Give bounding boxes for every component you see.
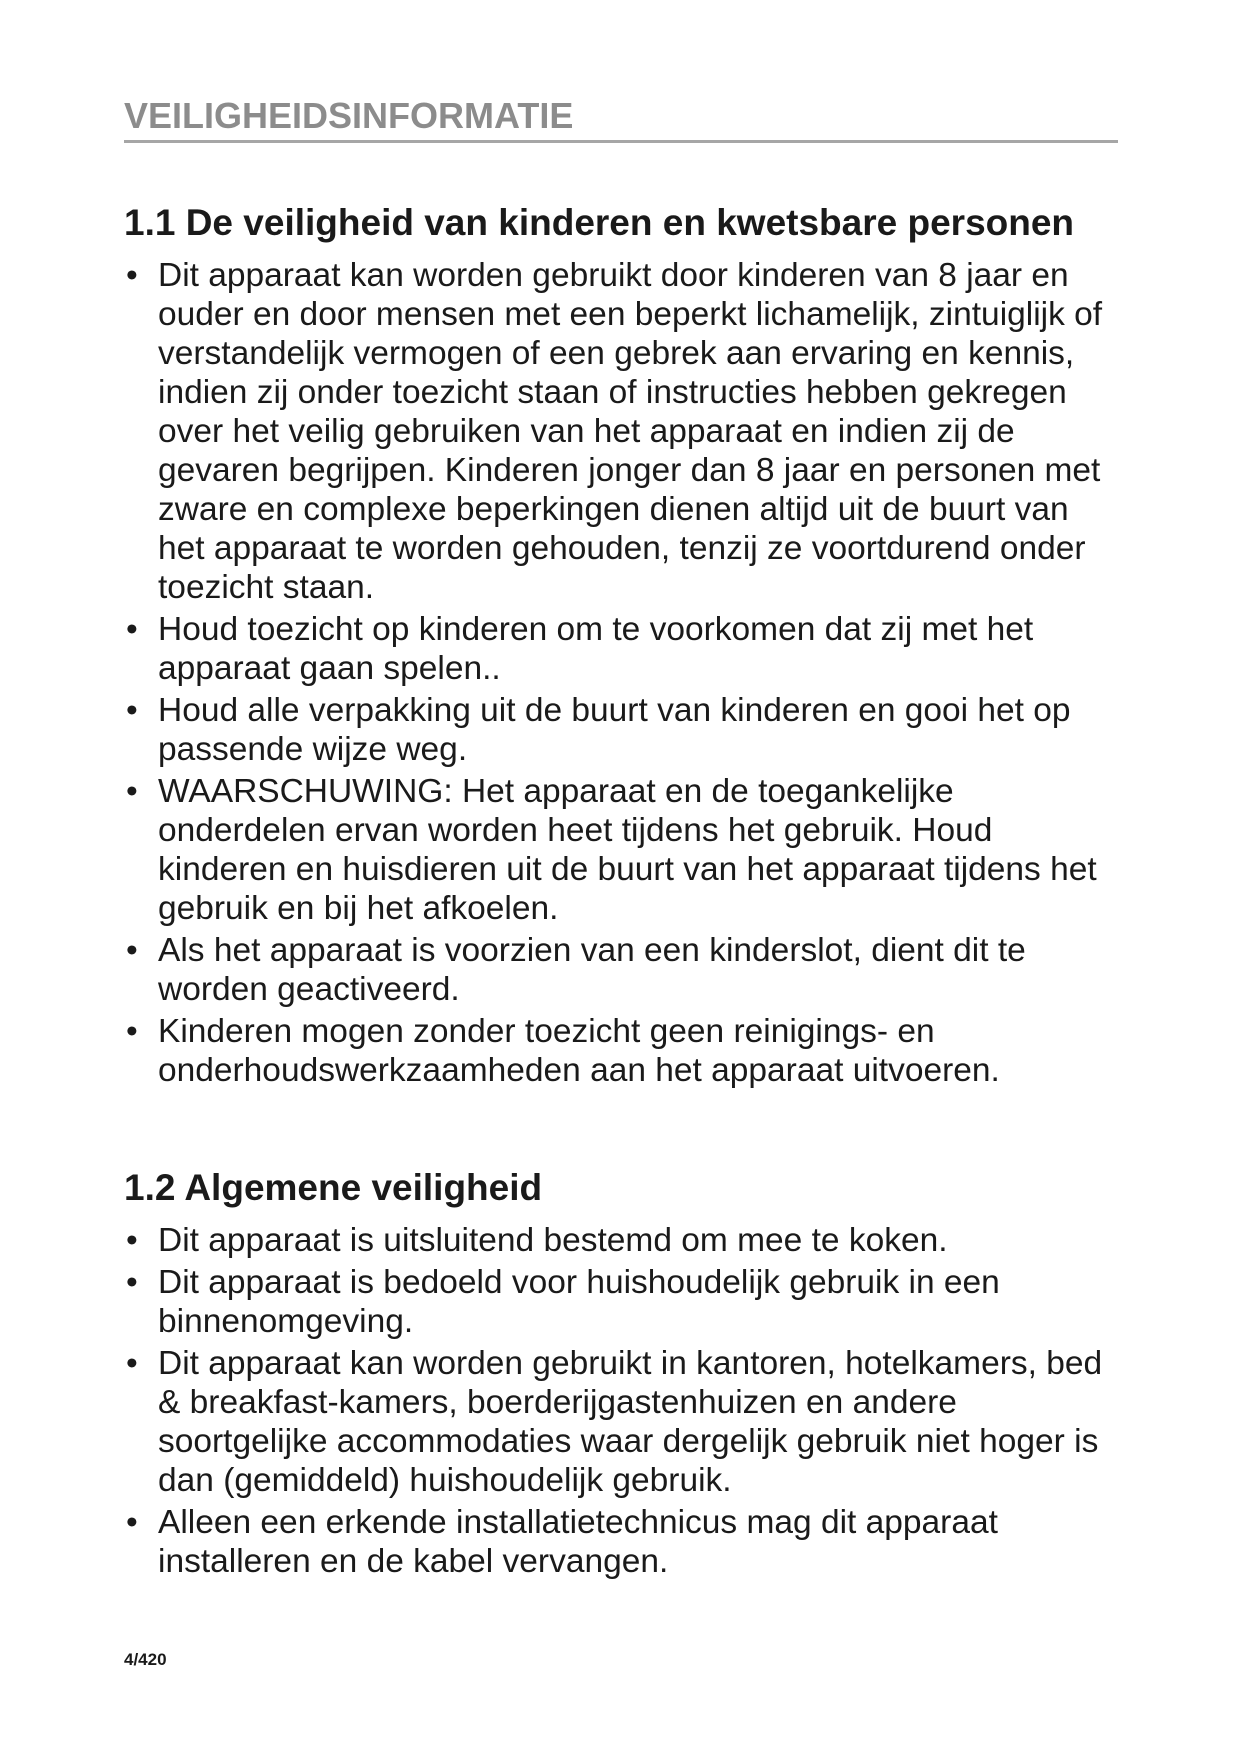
list-item-text: Alleen een erkende installatietechnicus mag dit apparaat installeren en de kabel vervangen. — [158, 1504, 998, 1580]
page-number: 4/420 — [124, 1650, 167, 1669]
list-item — [124, 1221, 1124, 1260]
list-item-text: WAARSCHUWING: Het apparaat en de toegankelijke onderdelen ervan worden heet tijdens het gebruik. Houd kinderen en huisdieren uit de buurt van het apparaat tijdens het gebruik en bij het afkoelen. — [158, 773, 1097, 927]
bullet-icon: • — [126, 932, 138, 969]
section-title: 1.1 De veiligheid van kinderen en kwetsbare personen — [124, 202, 1075, 243]
bullet-icon: • — [126, 1264, 138, 1301]
bullet-icon: • — [126, 611, 138, 648]
list-item — [124, 1012, 1124, 1090]
list-item — [124, 1344, 1124, 1500]
header-divider — [124, 140, 1118, 143]
bullet-icon: • — [126, 257, 138, 294]
list-item — [124, 256, 1124, 607]
list-item — [124, 691, 1124, 769]
list-item-text: Dit apparaat kan worden gebruikt in kantoren, hotelkamers, bed & breakfast-kamers, boerderijgastenhuizen en andere soortgelijke accommodaties waar dergelijk gebruik niet hoger is dan (gemiddeld) huishoudelijk gebruik. — [158, 1345, 1103, 1499]
list-item-text: Dit apparaat is uitsluitend bestemd om mee te koken. — [158, 1222, 948, 1259]
list-item-text: Kinderen mogen zonder toezicht geen reinigings- en onderhoudswerkzaamheden aan het apparaat uitvoeren. — [158, 1013, 1000, 1089]
list-item-text: Als het apparaat is voorzien van een kinderslot, dient dit te worden geactiveerd. — [158, 932, 1026, 1008]
list-item — [124, 610, 1124, 688]
list-item-text: Houd alle verpakking uit de buurt van kinderen en gooi het op passende wijze weg. — [158, 692, 1071, 768]
list-item — [124, 1503, 1124, 1581]
page-header-title: VEILIGHEIDSINFORMATIE — [124, 95, 574, 136]
bullet-icon: • — [126, 692, 138, 729]
bullet-icon: • — [126, 1222, 138, 1259]
list-item-text: Dit apparaat is bedoeld voor huishoudelijk gebruik in een binnenomgeving. — [158, 1264, 1000, 1340]
bullet-list — [124, 1221, 1124, 1581]
bullet-icon: • — [126, 1345, 138, 1382]
list-item — [124, 1263, 1124, 1341]
list-item — [124, 772, 1124, 928]
list-item-text: Dit apparaat kan worden gebruikt door kinderen van 8 jaar en ouder en door mensen met een beperkt lichamelijk, zintuiglijk of verstandelijk vermogen of een gebrek aan ervaring en kennis, indien zij onder toezicht staan of instructies hebben gekregen over het veilig gebruiken van het apparaat en indien zij de gevaren begrijpen. Kinderen jonger dan 8 jaar en personen met zware en complexe beperkingen dienen altijd uit de buurt van het apparaat te worden gehouden, tenzij ze voortdurend onder toezicht staan. — [158, 257, 1103, 606]
section-child-safety — [124, 200, 1124, 1093]
bullet-list — [124, 256, 1124, 1090]
list-item — [124, 931, 1124, 1009]
bullet-icon: • — [126, 1013, 138, 1050]
list-item-text: Houd toezicht op kinderen om te voorkomen dat zij met het apparaat gaan spelen.. — [158, 611, 1034, 687]
section-title: 1.2 Algemene veiligheid — [124, 1167, 543, 1208]
section-general-safety — [124, 1165, 1124, 1584]
bullet-icon: • — [126, 773, 138, 810]
bullet-icon: • — [126, 1504, 138, 1541]
